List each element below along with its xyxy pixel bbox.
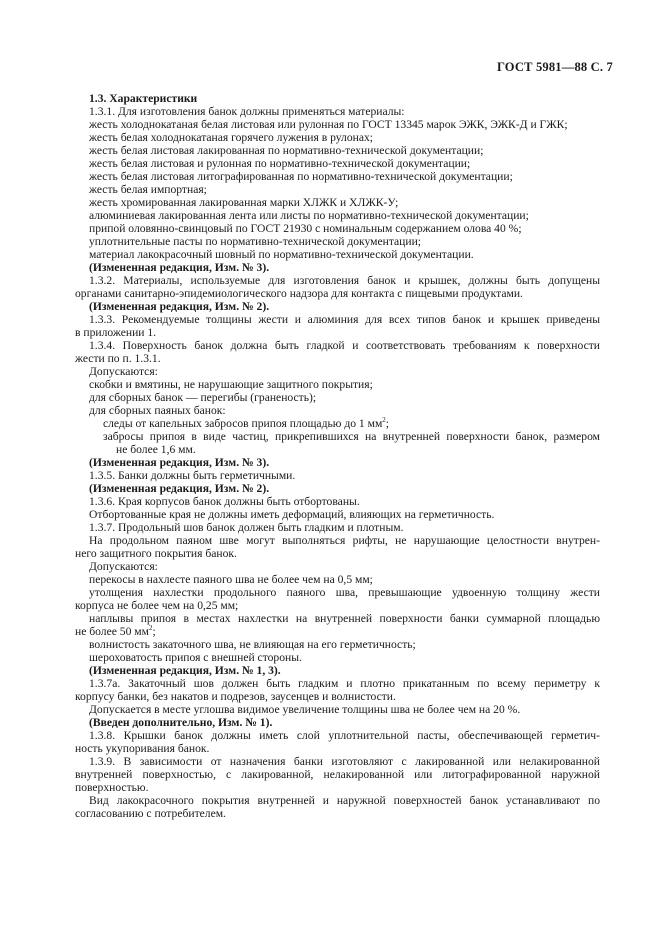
amendment-note bbox=[89, 664, 600, 677]
text-line bbox=[89, 729, 600, 742]
text-line-content: внутренней поверхностью, с лакированной, нелакированной или литографированной наружной bbox=[75, 768, 600, 781]
text-line-content: забросы припоя в виде частиц, прикрепившихся на внутренней поверхности банок, размером bbox=[103, 430, 600, 443]
text-line bbox=[89, 586, 600, 599]
text-line-content: 1.3.4. Поверхность банок должна быть гладкой и соответствовать требованиям к поверхности bbox=[89, 339, 600, 352]
text-line-content: него защитного покрытия банок. bbox=[75, 547, 237, 560]
punctuation: ; bbox=[152, 625, 156, 638]
text-line-content: припой оловянно-свинцовый по ГОСТ 21930 с номинальным содержанием олова 40 %; bbox=[89, 222, 522, 235]
text-line-content: согласованию с потребителем. bbox=[75, 807, 226, 820]
text-line-content: На продольном паяном шве могут выполняться рифты, не нарушающие целостности внутрен- bbox=[89, 534, 600, 547]
text-line-content: для сборных банок — перегибы (граненость); bbox=[89, 391, 317, 404]
text-line-content: 1.3.2. Материалы, используемые для изготовления банок и крышек, должны быть допущены bbox=[89, 274, 600, 287]
text-line-content: 1.3. Характеристики bbox=[89, 92, 198, 105]
text-line bbox=[103, 417, 600, 430]
text-line-content: Вид лакокрасочного покрытия внутренней и наружной поверхностей банок устанавливают по bbox=[89, 794, 600, 807]
text-line-content: Допускаются: bbox=[89, 560, 158, 573]
text-line-content: (Измененная редакция, Изм. № 2). bbox=[89, 300, 270, 313]
text-line bbox=[89, 339, 600, 352]
amendment-note bbox=[89, 456, 600, 469]
text-line bbox=[89, 508, 600, 521]
text-line bbox=[75, 807, 600, 820]
text-line-content: шероховатость припоя с внешней стороны. bbox=[89, 651, 302, 664]
text-line bbox=[89, 638, 600, 651]
text-line bbox=[89, 157, 600, 170]
text-line bbox=[89, 560, 600, 573]
text-line-content: утолщения нахлестки продольного паяного шва, превышающие удвоенную толщину жести bbox=[89, 586, 600, 599]
text-line bbox=[75, 625, 600, 638]
text-line bbox=[89, 755, 600, 768]
text-line bbox=[75, 287, 600, 300]
text-line bbox=[75, 768, 600, 781]
text-line-content: 1.3.7а. Закаточный шов должен быть гладким и плотно прикатанным по всему периметру к bbox=[89, 677, 600, 690]
text-line bbox=[89, 521, 600, 534]
text-line bbox=[89, 105, 600, 118]
text-line-content: жесть белая листовая и рулонная по нормативно-технической документации; bbox=[89, 157, 471, 170]
text-line bbox=[89, 118, 600, 131]
text-line-content: материал лакокрасочный шовный по нормативно-технической документации. bbox=[89, 248, 474, 261]
text-line-content: не более 50 мм bbox=[75, 625, 149, 638]
text-line-content: органами санитарно-эпидемиологического надзора для контакта с пищевыми продуктами. bbox=[75, 287, 523, 300]
text-line-content: поверхностью. bbox=[75, 781, 149, 794]
text-line bbox=[89, 209, 600, 222]
text-line-content: (Измененная редакция, Изм. № 1, 3). bbox=[89, 664, 281, 677]
text-line bbox=[89, 391, 600, 404]
text-line bbox=[89, 469, 600, 482]
text-line bbox=[89, 365, 600, 378]
text-line bbox=[75, 547, 600, 560]
text-line bbox=[89, 196, 600, 209]
text-line bbox=[75, 352, 600, 365]
text-line bbox=[89, 573, 600, 586]
text-line bbox=[89, 612, 600, 625]
text-line bbox=[75, 690, 600, 703]
text-line bbox=[116, 443, 600, 456]
text-line-content: (Измененная редакция, Изм. № 3). bbox=[89, 261, 270, 274]
text-line-content: алюминиевая лакированная лента или листы по нормативно-технической документации; bbox=[89, 209, 529, 222]
text-line-content: следы от капельных забросов припоя площадью до 1 мм bbox=[103, 417, 383, 430]
text-line bbox=[89, 131, 600, 144]
text-line-content: 1.3.5. Банки должны быть герметичными. bbox=[89, 469, 296, 482]
text-line bbox=[89, 703, 600, 716]
text-line bbox=[89, 677, 600, 690]
text-line bbox=[89, 378, 600, 391]
text-line-content: скобки и вмятины, не нарушающие защитного покрытия; bbox=[89, 378, 373, 391]
text-line-content: Допускаются: bbox=[89, 365, 158, 378]
text-line bbox=[89, 144, 600, 157]
amendment-note bbox=[89, 482, 600, 495]
text-line-content: Допускается в месте углошва видимое увеличение толщины шва не более чем на 20 %. bbox=[89, 703, 521, 716]
text-line bbox=[75, 781, 600, 794]
text-line bbox=[89, 404, 600, 417]
text-line bbox=[75, 599, 600, 612]
text-line-content: не более 1,6 мм. bbox=[116, 443, 196, 456]
punctuation: ; bbox=[385, 417, 390, 430]
amendment-note bbox=[89, 300, 600, 313]
text-line bbox=[89, 495, 600, 508]
text-line bbox=[89, 274, 600, 287]
superscript: 2 bbox=[382, 416, 386, 425]
text-line bbox=[89, 170, 600, 183]
text-line-content: перекосы в нахлесте паяного шва не более чем на 0,5 мм; bbox=[89, 573, 373, 586]
text-line-content: ность укупоривания банок. bbox=[75, 742, 210, 755]
page-header: ГОСТ 5981—88 С. 7 bbox=[496, 60, 613, 74]
text-line-content: наплывы припоя в местах нахлестки на внутренней поверхности банки суммарной площадью bbox=[89, 612, 600, 625]
text-line-content: 1.3.7. Продольный шов банок должен быть гладким и плотным. bbox=[89, 521, 404, 534]
text-line-content: для сборных паяных банок: bbox=[89, 404, 226, 417]
text-line-content: жесть белая импортная; bbox=[89, 183, 207, 196]
text-line bbox=[89, 235, 600, 248]
text-line-content: 1.3.3. Рекомендуемые толщины жести и алюминия для всех типов банок и крышек приведены bbox=[89, 313, 600, 326]
text-line-content: волнистость закаточного шва, не влияющая на его герметичность; bbox=[89, 638, 416, 651]
text-line-content: уплотнительные пасты по нормативно-технической документации; bbox=[89, 235, 422, 248]
text-line bbox=[75, 742, 600, 755]
text-line-content: в приложении 1. bbox=[75, 326, 157, 339]
text-line bbox=[89, 248, 600, 261]
text-line-content: Отбортованные края не должны иметь деформаций, влияющих на герметичность. bbox=[89, 508, 495, 521]
text-line-content: (Измененная редакция, Изм. № 3). bbox=[89, 456, 270, 469]
text-line bbox=[89, 534, 600, 547]
text-line bbox=[75, 326, 600, 339]
text-line-content: (Измененная редакция, Изм. № 2). bbox=[89, 482, 270, 495]
text-line-content: 1.3.6. Края корпусов банок должны быть отбортованы. bbox=[89, 495, 360, 508]
text-line bbox=[89, 313, 600, 326]
superscript: 2 bbox=[148, 624, 153, 633]
text-line bbox=[89, 222, 600, 235]
text-line-content: жести по п. 1.3.1. bbox=[75, 352, 161, 365]
text-line bbox=[103, 430, 600, 443]
text-line bbox=[89, 183, 600, 196]
amendment-note bbox=[89, 261, 600, 274]
amendment-note bbox=[89, 716, 600, 729]
text-line-content: жесть белая холоднокатаная горячего лужения в рулонах; bbox=[89, 131, 373, 144]
text-line bbox=[89, 794, 600, 807]
text-line bbox=[89, 651, 600, 664]
text-line-content: (Введен дополнительно, Изм. № 1). bbox=[89, 716, 273, 729]
text-line-content: жесть белая листовая литографированная по нормативно-технической документации; bbox=[89, 170, 513, 183]
text-line-content: жесть белая листовая лакированная по нормативно-технической документации; bbox=[89, 144, 484, 157]
text-line-content: 1.3.8. Крышки банок должны иметь слой уплотнительной пасты, обеспечивающей герметич- bbox=[89, 729, 600, 742]
text-line-content: жесть холоднокатаная белая листовая или рулонная по ГОСТ 13345 марок ЭЖК, ЭЖК-Д и ГЖК; bbox=[89, 118, 568, 131]
text-line-content: 1.3.1. Для изготовления банок должны применяться материалы: bbox=[89, 105, 405, 118]
text-line-content: 1.3.9. В зависимости от назначения банки изготовляют с лакированной или нелакированной bbox=[89, 755, 600, 768]
text-line-content: жесть хромированная лакированная марки ХЛЖК и ХЛЖК-У; bbox=[89, 196, 399, 209]
text-line-content: корпусу банки, без накатов и подрезов, заусенцев и волнистости. bbox=[75, 690, 396, 703]
amendment-note bbox=[89, 92, 600, 105]
text-line-content: корпуса не более чем на 0,25 мм; bbox=[75, 599, 239, 612]
